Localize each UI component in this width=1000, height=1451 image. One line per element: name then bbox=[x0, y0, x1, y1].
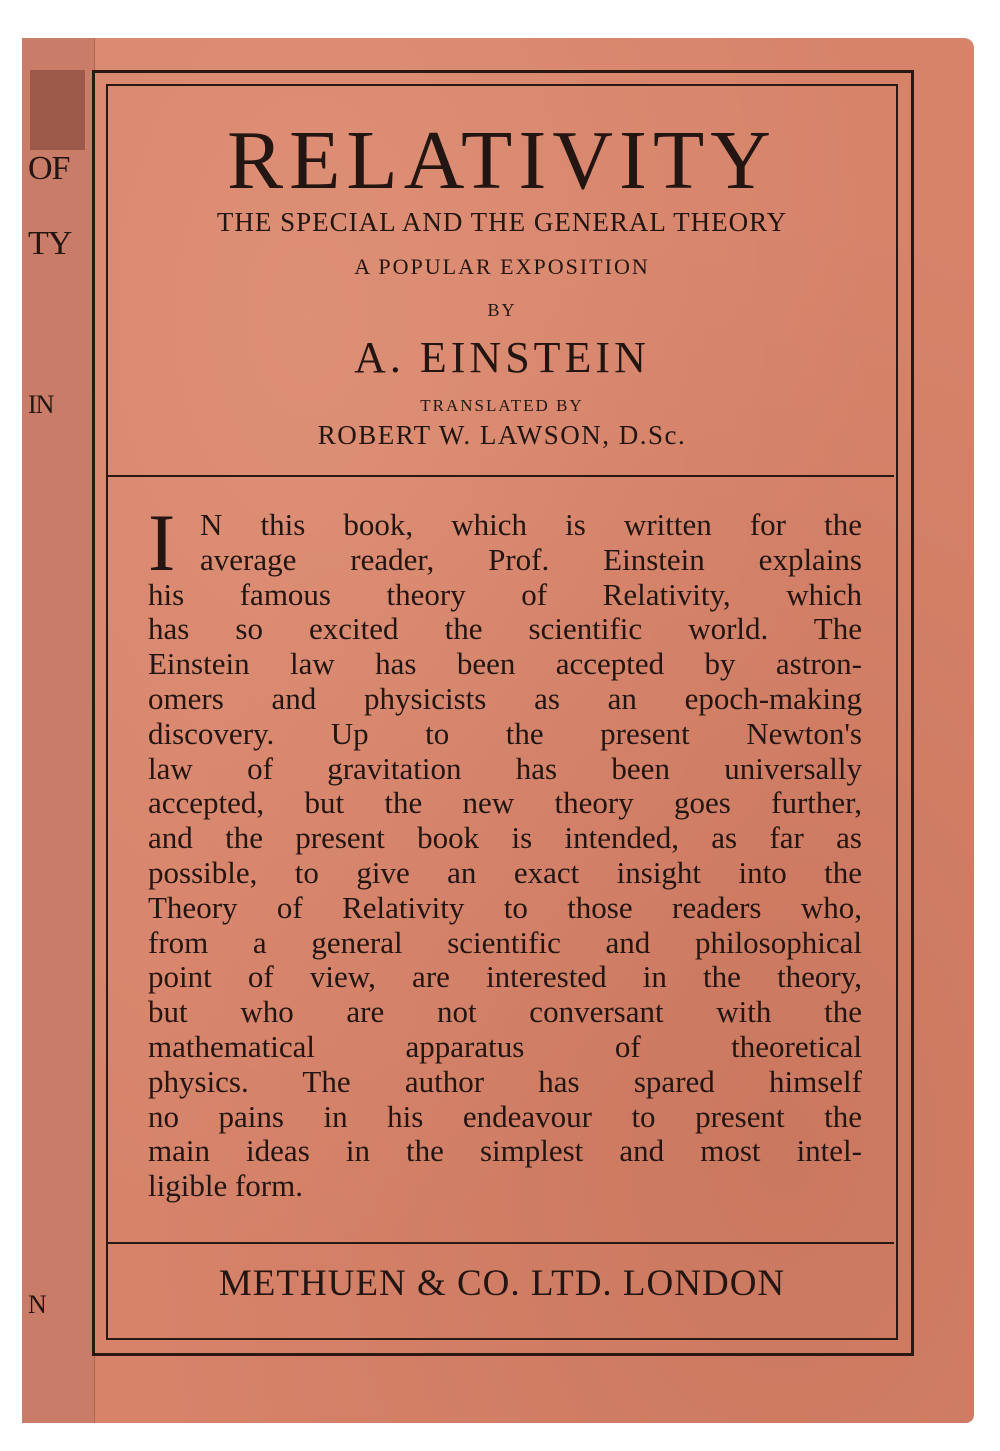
blurb-line: possible, to give an exact insight into the bbox=[148, 854, 862, 890]
blurb-line: Theory of Relativity to those readers who, bbox=[148, 889, 862, 925]
blurb-line: has so excited the scientific world. The bbox=[148, 611, 862, 647]
blurb-line: no pains in his endeavour to present the bbox=[148, 1098, 862, 1134]
spine-cloth-tear bbox=[30, 70, 85, 150]
spine-text: N bbox=[28, 1290, 46, 1319]
blurb-line: omers and physicists as an epoch-making bbox=[148, 680, 862, 716]
translator-name: ROBERT W. LAWSON, D.Sc. bbox=[317, 420, 687, 450]
spine-text: IN bbox=[28, 390, 54, 419]
blurb-line: his famous theory of Relativity, which bbox=[148, 576, 862, 612]
blurb-line: but who are not conversant with the bbox=[148, 994, 862, 1030]
blurb-line: and the present book is intended, as far as bbox=[148, 820, 862, 856]
book-subtitle: THE SPECIAL AND THE GENERAL THEORY bbox=[216, 207, 788, 237]
blurb-line: mathematical apparatus of theoretical bbox=[148, 1028, 862, 1064]
blurb-line: law of gravitation has been universally bbox=[148, 750, 862, 786]
drop-cap: I bbox=[148, 497, 176, 588]
author-name: A. EINSTEIN bbox=[354, 333, 650, 382]
spine-text: OF bbox=[28, 150, 70, 187]
blurb-text bbox=[148, 497, 862, 1204]
publisher-imprint: METHUEN & CO. LTD. LONDON bbox=[218, 1263, 786, 1304]
blurb-line: Einstein law has been accepted by astron- bbox=[148, 646, 862, 682]
blurb-line: average reader, Prof. Einstein explains bbox=[200, 541, 862, 577]
divider-rule bbox=[108, 475, 894, 477]
book-title: RELATIVITY bbox=[227, 114, 777, 207]
blurb-line: from a general scientific and philosophical bbox=[148, 924, 862, 960]
blurb-line: accepted, but the new theory goes further, bbox=[148, 785, 862, 821]
blurb-line: point of view, are interested in the theory, bbox=[148, 959, 862, 995]
blurb-line: ligible form. bbox=[148, 1168, 303, 1204]
spine-text: TY bbox=[28, 225, 72, 262]
by-label: BY bbox=[487, 300, 517, 320]
translated-by-label: TRANSLATED BY bbox=[420, 396, 584, 415]
divider-rule bbox=[108, 1242, 894, 1244]
exposition-line: A POPULAR EXPOSITION bbox=[354, 254, 650, 279]
blurb-line: N this book, which is written for the bbox=[200, 507, 862, 542]
blurb-line: discovery. Up to the present Newton's bbox=[148, 715, 862, 751]
blurb-line: main ideas in the simplest and most intel- bbox=[148, 1133, 862, 1169]
blurb-line: physics. The author has spared himself bbox=[148, 1063, 862, 1099]
